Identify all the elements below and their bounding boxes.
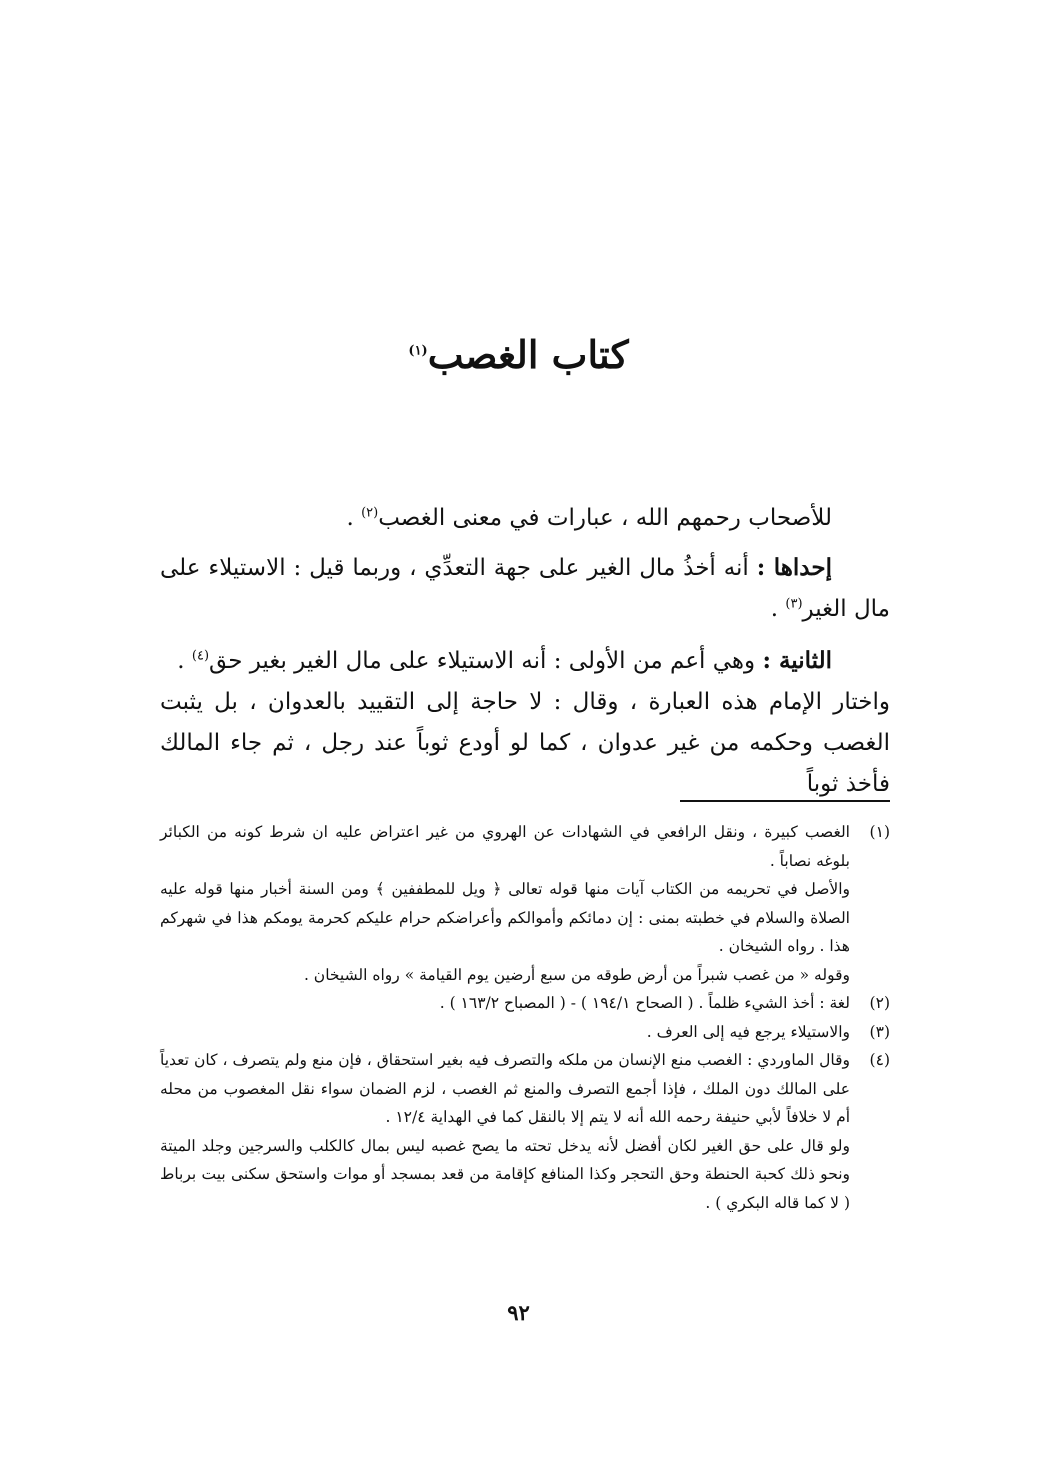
paragraph-imam-choice: واختار الإمام هذه العبارة ، وقال : لا حاجة إلى التقييد بالعدوان ، بل يثبت الغصب وحكمه من غير عدوان ، كما لو أودع ثوباً عند رجل ، ثم جاء المالك فأخذ ثوباً xyxy=(160,689,890,797)
footnote-3-number: (٣) xyxy=(869,1022,890,1041)
footnote-1-body xyxy=(160,818,850,989)
footnote-4 xyxy=(160,1046,890,1217)
footnote-ref-2: (٢) xyxy=(361,505,379,521)
paragraph-intro xyxy=(160,498,890,539)
footnote-2-number: (٢) xyxy=(869,994,890,1012)
footnote-ref-4: (٤) xyxy=(191,648,210,664)
footnote-2-body: لغة : أخذ الشيء ظلماً . ( الصحاح ١٩٤/١ ) - ( المصباح ١٦٣/٢ ) . xyxy=(439,994,850,1012)
paragraph-first-definition xyxy=(160,547,890,630)
chapter-title xyxy=(0,325,1037,385)
first-definition-end: . xyxy=(770,596,786,622)
footnote-1-line-2: والأصل في تحريمه من الكتاب آيات منها قوله تعالى ﴿ ويل للمطففين ﴾ ومن السنة أخبار منها قوله عليه الصلاة والسلام في خطبته بمنى : إن دمائكم وأموالكم وأعراضكم حرام عليكم كحرمة يومكم هذا في شهركم هذا . رواه الشيخان . xyxy=(160,880,851,955)
paragraph-intro-end: . xyxy=(346,505,362,531)
second-definition-end: . xyxy=(177,648,192,674)
footnote-4-line-2: ولو قال على حق الغير لكان أفضل لأنه يدخل تحته ما يصح غصبه ليس بمال كالكلب والسرجين وجلد الميتة ونحو ذلك كحبة الحنطة وحق التحجر وكذا المنافع كإقامة من قعد بمسجد أو موات واستحق سكنى بيت برباط ( لا كما قاله البكري ) . xyxy=(160,1136,850,1212)
chapter-title-text: كتاب الغصب xyxy=(427,332,629,377)
footnotes xyxy=(160,818,890,1217)
paragraph-second-definition xyxy=(160,640,890,682)
footnote-1-number: (١) xyxy=(869,823,890,841)
paragraph-intro-text: للأصحاب رحمهم الله ، عبارات في معنى الغصب xyxy=(378,505,832,531)
main-text xyxy=(160,498,890,805)
footnote-1-line-1: الغصب كبيرة ، ونقل الرافعي في الشهادات عن الهروي من غير اعتراض عليه ان شرط كونه من الكبائر بلوغه نصاباً . xyxy=(160,823,850,870)
footnote-4-body xyxy=(160,1046,850,1217)
footnote-ref-1: (١) xyxy=(408,343,428,359)
second-definition-label: الثانية : xyxy=(762,647,832,674)
footnote-4-line-1: وقال الماوردي : الغصب منع الإنسان من ملكه والتصرف فيه بغير استحقاق ، فإن منع ولم يتصرف ، كان تعدياً على المالك دون الملك ، فإذا أجمع التصرف والمنع ثم الغصب ، لزم الضمان سواء نقل المغصوب من محله أم لا خلافاً لأبي حنيفة رحمه الله أنه لا يتم إلا بالنقل كما في الهداية ١٢/٤ . xyxy=(160,1051,850,1126)
footnote-separator xyxy=(680,800,890,802)
footnote-ref-3: (٣) xyxy=(785,596,803,612)
footnote-1 xyxy=(160,818,890,989)
page-number: ٩٢ xyxy=(507,1300,530,1325)
second-definition-text: وهي أعم من الأولى : أنه الاستيلاء على مال الغير بغير حق xyxy=(209,648,763,674)
first-definition-label: إحداها : xyxy=(756,554,832,581)
footnote-3-body: والاستيلاء يرجع فيه إلى العرف . xyxy=(646,1022,850,1041)
footnote-1-line-3: وقوله « من غصب شبراً من أرض طوقه من سبع أرضين يوم القيامة » رواه الشيخان . xyxy=(303,965,850,984)
footnote-4-number: (٤) xyxy=(869,1051,890,1069)
footnote-3 xyxy=(160,1018,890,1047)
first-definition-text: أنه أخذُ مال الغير على جهة التعدِّي ، وربما قيل : الاستيلاء على مال الغير xyxy=(160,555,890,622)
footnote-2 xyxy=(160,989,890,1018)
